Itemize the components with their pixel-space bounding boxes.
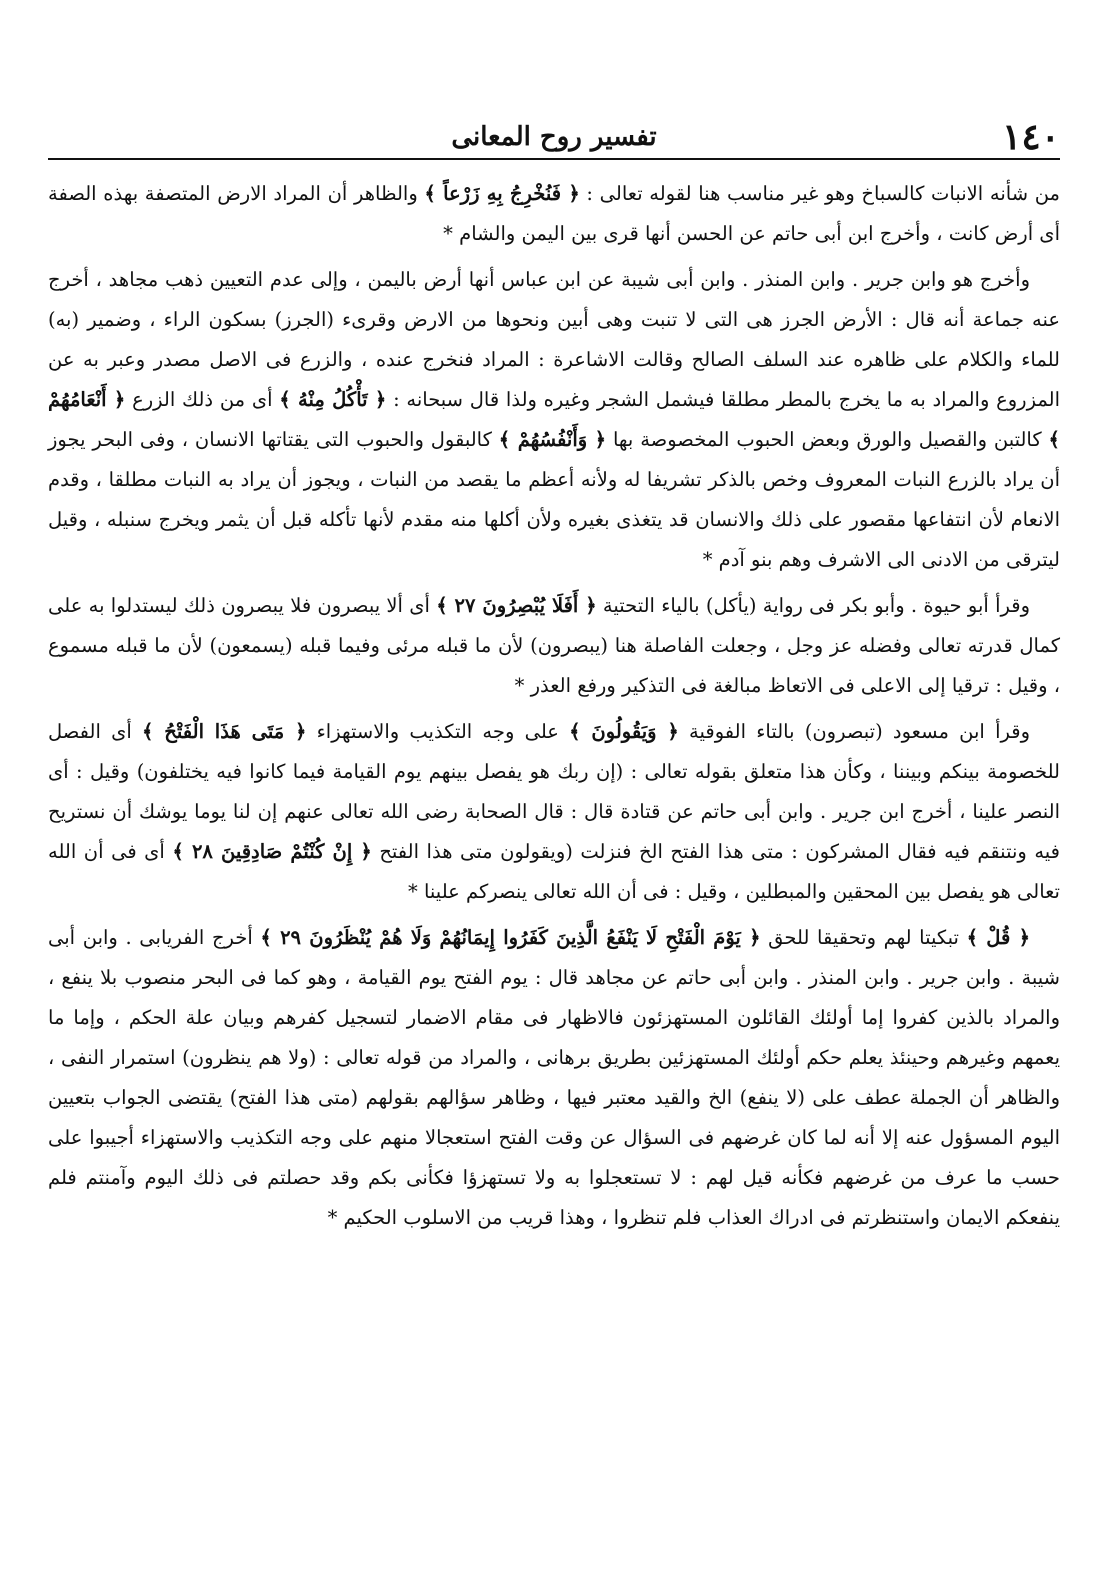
paragraph	[48, 712, 1060, 912]
commentary-text: كالبقول والحبوب التى يقتاتها الانسان ، وفى البحر يجوز أن يراد بالزرع النبات المعروف وخص بالذكر تشريفا له ولأنه أعظم ما يقصد من النبات ، ويجوز أن يراد به النبات مطلقا ، وقدم الانعام لأن انتفاعها مقصور على ذلك والانسان قد يتغذى بغيره ولأن أكلها منه مقدم لأنها تأكله قبل أن يثمر ويخرج سنبله ، وقيل ليترقى من الادنى الى الاشرف وهم بنو آدم *	[48, 428, 1060, 571]
commentary-text: على وجه التكذيب والاستهزاء	[306, 720, 570, 743]
commentary-text: والظاهر أن المراد الارض المتصفة بهذه الصفة أى أرض كانت ، وأخرج ابن أبى حاتم عن الحسن أنها قرى بين اليمن والشام *	[48, 182, 1060, 245]
commentary-text: وقرأ ابن مسعود (تبصرون) بالتاء الفوقية	[678, 720, 1030, 743]
quran-verse: ﴿ فَنُخْرِجُ بِهِ زَرْعاً ﴾	[424, 182, 580, 205]
running-title: تفسير روح المعانى	[451, 122, 657, 152]
page-header	[48, 118, 1060, 160]
quran-verse: ﴿ أَنْعَامُهُمْ ﴾	[48, 388, 1060, 451]
quran-verse: ﴿ وَيَقُولُونَ ﴾	[569, 720, 679, 743]
quran-verse: ﴿ تَأْكُلُ مِنْهُ ﴾	[279, 388, 387, 411]
quran-verse: ﴿ قُلْ ﴾	[966, 926, 1030, 949]
commentary-text: وأخرج هو وابن جرير . وابن المنذر . وابن أبى شيبة عن ابن عباس أنها أرض باليمن ، وإلى عدم التعيين ذهب مجاهد ، أخرج عنه جماعة أنه قال : الأرض الجرز هى التى لا تنبت وهى أبين ونحوها من الارض وقرىء (الجرز) بسكون الراء ، وضمير (به) للماء والكلام على ظاهره عند السلف الصالح وقالت الاشاعرة : المراد فنخرج عنده ، والزرع فى الاصل مصدر وعبر به عن المزروع والمراد به ما يخرج بالمطر مطلقا فيشمل الشجر وغيره ولذا قال سبحانه :	[48, 268, 1060, 411]
paragraph	[48, 260, 1060, 580]
page-number: ١٤٠	[1001, 116, 1060, 158]
commentary-text: أى من ذلك الزرع	[125, 388, 280, 411]
commentary-text: كالتبن والقصيل والورق وبعض الحبوب المخصوصة بها	[606, 428, 1049, 451]
paragraph	[48, 174, 1060, 254]
quran-verse: ﴿ يَوْمَ الْفَتْحِ لَا يَنْفَعُ الَّذِينَ كَفَرُوا إِيمَانُهُمْ وَلَا هُمْ يُنْظَرُونَ ٢٩ ﴾	[260, 926, 761, 949]
commentary-text: أخرج الفريابى . وابن أبى شيبة . وابن جرير . وابن المنذر . وابن أبى حاتم عن مجاهد قال : يوم الفتح يوم القيامة ، وهو كما فى البحر منصوب بلا ينفع ، والمراد بالذين كفروا إما أولئك القائلون المستهزئون فالاظهار فى مقام الاضمار لتسجيل كفرهم وبيان علة الحكم ، وإما ما يعمهم وغيرهم وحينئذ يعلم حكم أولئك المستهزئين بطريق برهانى ، والمراد من قوله تعالى : (ولا هم ينظرون) استمرار النفى ، والظاهر أن الجملة عطف على (لا ينفع) الخ والقيد معتبر فيها ، وظاهر سؤالهم بقولهم (متى هذا الفتح) يقتضى الجواب بتعيين اليوم المسؤول عنه إلا أنه لما كان غرضهم فى السؤال عن وقت الفتح استعجالا منهم على وجه التكذيب والاستهزاء أجيبوا على حسب ما عرف من غرضهم فكأنه قيل لهم : لا تستعجلوا به ولا تستهزؤا فكأنى بكم وقد حصلتم فى ذلك اليوم وآمنتم فلم ينفعكم الايمان واستنظرتم فى ادراك العذاب فلم تنظروا ، وهذا قريب من الاسلوب الحكيم *	[48, 926, 1061, 1229]
commentary-text: وقرأ أبو حيوة . وأبو بكر فى رواية (يأكل) بالياء التحتية	[596, 594, 1031, 617]
paragraph	[48, 918, 1060, 1238]
quran-verse: ﴿ مَتَى هَذَا الْفَتْحُ ﴾	[142, 720, 307, 743]
paragraph	[48, 586, 1060, 706]
commentary-text: من شأنه الانبات كالسباخ وهو غير مناسب هنا لقوله تعالى :	[579, 182, 1060, 205]
commentary-text: أى ألا يبصرون فلا يبصرون ذلك ليستدلوا به على كمال قدرته تعالى وفضله عز وجل ، وجعلت الفاصلة هنا (يبصرون) لأن ما قبله مرئى وفيما قبله (يسمعون) لأن ما قبله مسموع ، وقيل : ترقيا إلى الاعلى فى الاتعاظ مبالغة فى التذكير ورفع العذر *	[48, 594, 1060, 697]
quran-verse: ﴿ أَفَلَا يُبْصِرُونَ ٢٧ ﴾	[436, 594, 597, 617]
commentary-text: أى الفصل للخصومة بينكم وبيننا ، وكأن هذا متعلق بقوله تعالى : (إن ربك هو يفصل بينهم يوم القيامة فيما كانوا فيه يختلفون) وقيل : أى النصر علينا ، أخرج ابن جرير . وابن أبى حاتم عن قتادة قال : قال الصحابة رضى الله تعالى عنهم إن لنا يوما يوشك أن نستريح فيه ونتنقم فيه فقال المشركون : متى هذا الفتح الخ فنزلت (ويقولون متى هذا الفتح	[48, 720, 1060, 863]
quran-verse: ﴿ إِنْ كُنْتُمْ صَادِقِينَ ٢٨ ﴾	[172, 840, 372, 863]
commentary-text: أى فى أن الله تعالى هو يفصل بين المحقين والمبطلين ، وقيل : فى أن الله تعالى ينصركم علينا *	[48, 840, 1060, 903]
commentary-text: تبكيتا لهم وتحقيقا للحق	[760, 926, 967, 949]
body-text	[48, 174, 1060, 1238]
quran-verse: ﴿ وَأَنْفُسُهُمْ ﴾	[498, 428, 607, 451]
page	[48, 118, 1060, 1244]
